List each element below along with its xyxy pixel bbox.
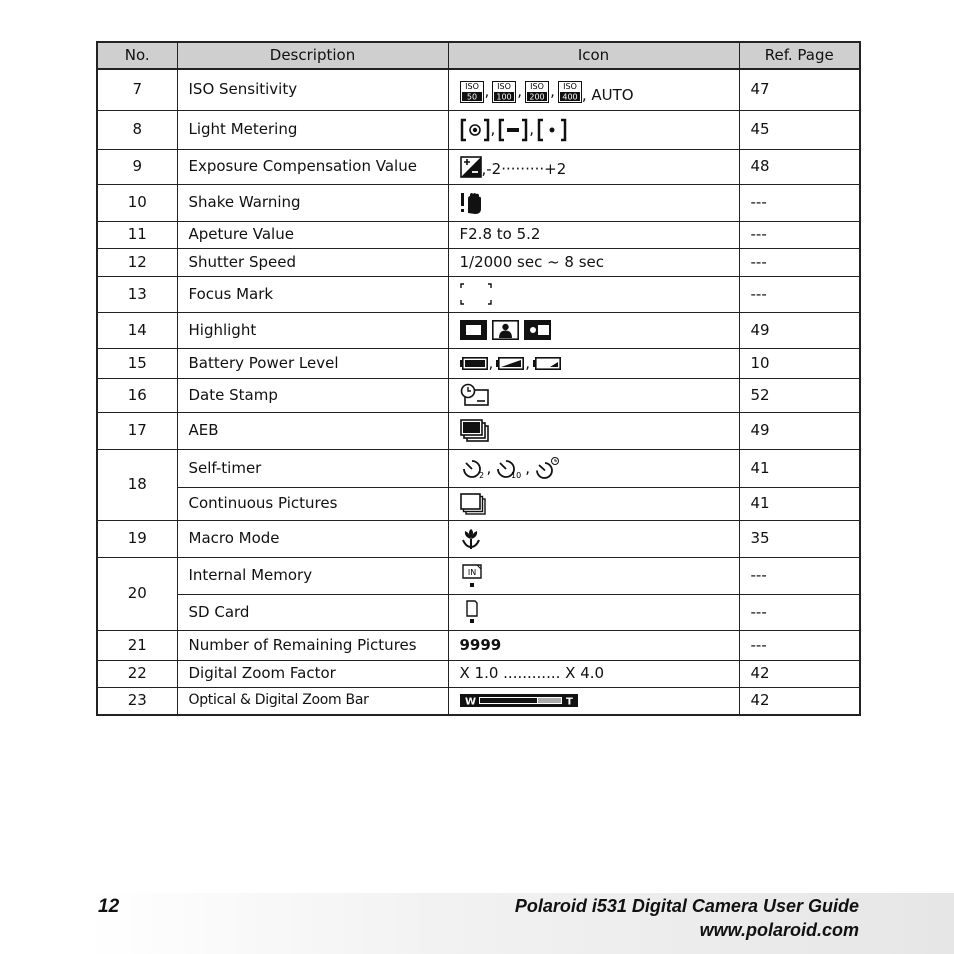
svg-text:W: W: [464, 696, 476, 708]
highlight-frame-icon: [460, 320, 487, 340]
row-description: Battery Power Level: [177, 348, 448, 378]
row-icon-cell: [448, 378, 739, 412]
row-description: Internal Memory: [177, 557, 448, 594]
row-description: Optical & Digital Zoom Bar: [177, 687, 448, 715]
row-icon-cell: [448, 412, 739, 449]
macro-flower-icon: [460, 527, 482, 551]
row-number: 8: [97, 110, 177, 149]
row-ref-page: ---: [739, 248, 860, 276]
row-description: Apeture Value: [177, 221, 448, 248]
svg-text:ISO: ISO: [497, 81, 512, 91]
svg-text:100: 100: [496, 92, 512, 102]
row-description: Shutter Speed: [177, 248, 448, 276]
row-ref-page: 49: [739, 412, 860, 449]
table-row: [97, 149, 860, 184]
svg-text:2: 2: [478, 471, 484, 480]
header-description: Description: [177, 42, 448, 69]
table-row: [97, 221, 860, 248]
row-description: Number of Remaining Pictures: [177, 630, 448, 660]
row-ref-page: ---: [739, 276, 860, 312]
row-number: 18: [97, 449, 177, 520]
row-icon-cell: [448, 487, 739, 520]
row-icon-cell: , ,: [448, 348, 739, 378]
svg-text:200: 200: [529, 92, 545, 102]
row-icon-cell: [448, 520, 739, 557]
row-ref-page: 41: [739, 449, 860, 487]
table-row: [97, 412, 860, 449]
battery-half-icon: [496, 357, 524, 370]
iso-200-icon: [525, 81, 549, 103]
aeb-icon: [460, 419, 490, 443]
remaining-pictures-count: 9999: [448, 630, 739, 660]
row-description: Light Metering: [177, 110, 448, 149]
row-icon-cell: [448, 276, 739, 312]
row-number: 17: [97, 412, 177, 449]
table-header-row: [97, 42, 860, 69]
svg-text:50: 50: [466, 92, 477, 102]
svg-text:10: 10: [511, 471, 522, 480]
iso-400-icon: [558, 81, 582, 103]
table-row: [97, 378, 860, 412]
row-number: 11: [97, 221, 177, 248]
row-number: 16: [97, 378, 177, 412]
row-ref-page: ---: [739, 594, 860, 630]
row-icon-cell: [448, 687, 739, 715]
row-icon-cell: [448, 312, 739, 348]
table-row: [97, 487, 860, 520]
svg-text:T: T: [565, 696, 573, 708]
row-number: 12: [97, 248, 177, 276]
header-icon: Icon: [448, 42, 739, 69]
row-number: 21: [97, 630, 177, 660]
self-timer-2s-icon: [460, 456, 486, 480]
row-ref-page: ---: [739, 184, 860, 221]
row-ref-page: 41: [739, 487, 860, 520]
table-row: [97, 449, 860, 487]
header-ref-page: Ref. Page: [739, 42, 860, 69]
digital-zoom-range-text: X 1.0 ............ X 4.0: [448, 660, 739, 687]
row-description: SD Card: [177, 594, 448, 630]
row-ref-page: 47: [739, 69, 860, 110]
svg-text:400: 400: [562, 92, 578, 102]
row-number: 7: [97, 69, 177, 110]
row-number: 22: [97, 660, 177, 687]
row-description: Exposure Compensation Value: [177, 149, 448, 184]
highlight-portrait-icon: [492, 320, 519, 340]
row-icon-cell: [448, 149, 739, 184]
table-row: [97, 687, 860, 715]
exposure-compensation-icon: [460, 156, 482, 178]
row-number: 23: [97, 687, 177, 715]
row-ref-page: ---: [739, 557, 860, 594]
iso-auto-label: , AUTO: [581, 86, 634, 105]
focus-mark-icon: [460, 283, 492, 305]
row-description: Digital Zoom Factor: [177, 660, 448, 687]
svg-text:ISO: ISO: [464, 81, 479, 91]
spot-metering-icon: [537, 118, 567, 142]
date-stamp-icon: [460, 383, 490, 407]
svg-text:ISO: ISO: [562, 81, 577, 91]
iso-100-icon: [492, 81, 516, 103]
row-icon-cell: , ,: [448, 110, 739, 149]
row-ref-page: 10: [739, 348, 860, 378]
row-icon-cell: [448, 594, 739, 630]
row-icon-cell: ISO 50 , ISO 100 , ISO 200 , ISO 400 , AUTO: [448, 69, 739, 110]
row-number: 10: [97, 184, 177, 221]
table-row: [97, 110, 860, 149]
row-ref-page: 35: [739, 520, 860, 557]
row-description: Highlight: [177, 312, 448, 348]
svg-text:ISO: ISO: [530, 81, 544, 91]
guide-title: Polaroid i531 Digital Camera User Guide: [514, 896, 859, 916]
svg-text:IN: IN: [467, 567, 476, 577]
row-number: 9: [97, 149, 177, 184]
row-description: Focus Mark: [177, 276, 448, 312]
row-number: 15: [97, 348, 177, 378]
continuous-pictures-icon: [460, 493, 486, 515]
table-row: [97, 660, 860, 687]
shake-warning-icon: [460, 191, 484, 215]
row-description: Macro Mode: [177, 520, 448, 557]
center-weighted-metering-icon: [460, 118, 490, 142]
table-row: [97, 69, 860, 110]
table-row: [97, 520, 860, 557]
table-row: [97, 348, 860, 378]
self-timer-10s-icon: [494, 456, 524, 480]
row-description: Shake Warning: [177, 184, 448, 221]
sd-card-icon: [460, 599, 484, 625]
internal-memory-icon: [460, 563, 484, 589]
highlight-object-icon: [524, 320, 551, 340]
table-row: [97, 248, 860, 276]
table-row: [97, 594, 860, 630]
row-description: AEB: [177, 412, 448, 449]
exposure-range-label: ,-2·········+2: [481, 160, 567, 178]
table-row: [97, 312, 860, 348]
table-row: [97, 557, 860, 594]
self-timer-double-icon: [533, 456, 561, 480]
row-description: Continuous Pictures: [177, 487, 448, 520]
row-number: 13: [97, 276, 177, 312]
header-no: No.: [97, 42, 177, 69]
table-row: [97, 630, 860, 660]
row-description: Date Stamp: [177, 378, 448, 412]
row-number: 19: [97, 520, 177, 557]
row-icon-cell: [448, 557, 739, 594]
battery-full-icon: [460, 357, 488, 370]
row-icon-cell: 2 , 10 ,: [448, 449, 739, 487]
zoom-bar-icon: [460, 694, 578, 707]
row-number: 20: [97, 557, 177, 630]
aperture-value-text: F2.8 to 5.2: [448, 221, 739, 248]
row-ref-page: 49: [739, 312, 860, 348]
battery-low-icon: [533, 357, 561, 370]
row-description: ISO Sensitivity: [177, 69, 448, 110]
row-ref-page: 45: [739, 110, 860, 149]
page-number: 12: [98, 896, 120, 917]
icon-reference-table: [96, 41, 861, 716]
row-ref-page: 42: [739, 660, 860, 687]
row-ref-page: 48: [739, 149, 860, 184]
row-ref-page: 52: [739, 378, 860, 412]
row-icon-cell: [448, 184, 739, 221]
table-row: [97, 184, 860, 221]
row-description: Self-timer: [177, 449, 448, 487]
website-link[interactable]: www.polaroid.com: [699, 920, 859, 940]
average-metering-icon: [498, 118, 528, 142]
row-ref-page: ---: [739, 221, 860, 248]
shutter-speed-text: 1/2000 sec ~ 8 sec: [448, 248, 739, 276]
row-ref-page: ---: [739, 630, 860, 660]
table-row: [97, 276, 860, 312]
row-ref-page: 42: [739, 687, 860, 715]
iso-50-icon: [460, 81, 484, 103]
row-number: 14: [97, 312, 177, 348]
